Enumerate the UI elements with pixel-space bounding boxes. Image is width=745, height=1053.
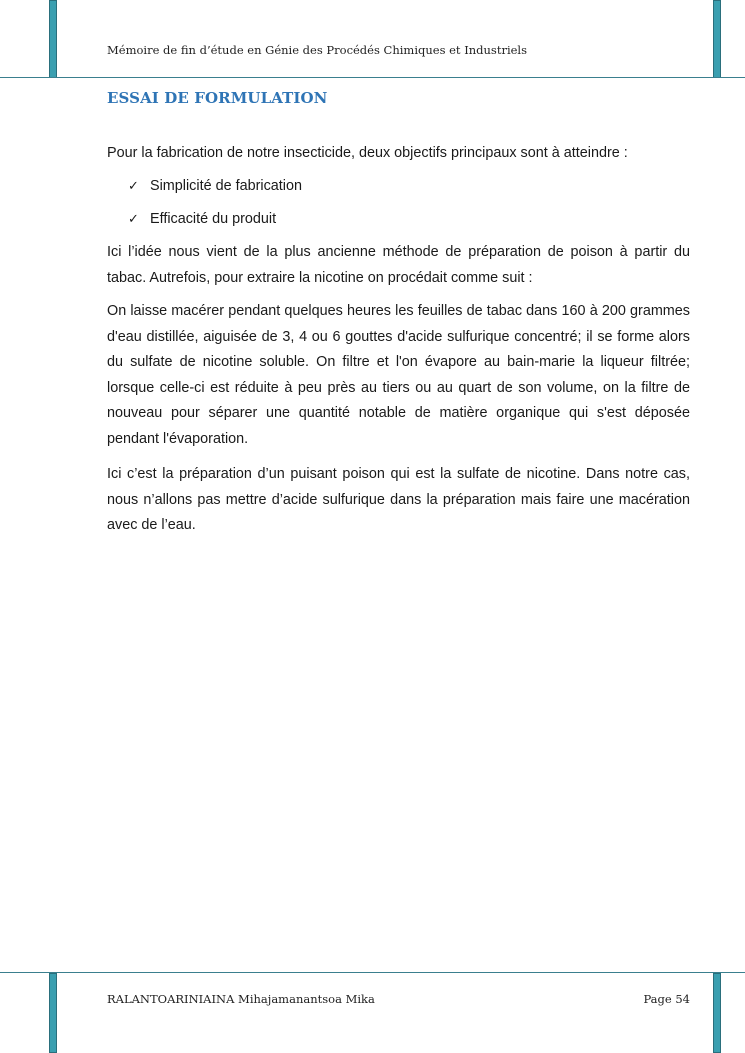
footer-right-accent-bar	[713, 973, 721, 1053]
bullet-item	[128, 207, 276, 233]
paragraph-conclusion: Ici c’est la préparation d’un puisant poison qui est la sulfate de nicotine. Dans notre cas, nous n’allons pas mettre d’acide sulfurique dans la préparation mais faire une macération avec de l’eau.	[107, 466, 690, 534]
footer-author: RALANTOARINIAINA Mihajamanantsoa Mika	[107, 992, 375, 1006]
intro-paragraph: Pour la fabrication de notre insecticide, deux objectifs principaux sont à atteindre :	[107, 145, 628, 161]
header-right-accent-bar	[713, 0, 721, 78]
header-left-accent-bar	[49, 0, 57, 78]
header-rule	[0, 77, 745, 78]
check-icon: ✓	[128, 179, 139, 194]
paragraph-history: Ici l’idée nous vient de la plus ancienne méthode de préparation de poison à partir du tabac. Autrefois, pour extraire la nicotine on procédait comme suit :	[107, 244, 690, 286]
footer-rule	[0, 972, 745, 973]
bullet-text: Efficacité du produit	[150, 211, 277, 227]
page-number: Page 54	[643, 992, 690, 1006]
check-icon: ✓	[128, 212, 139, 227]
bullet-text: Simplicité de fabrication	[150, 178, 302, 194]
bullet-item	[128, 174, 302, 200]
page-header-text: Mémoire de fin d’étude en Génie des Procédés Chimiques et Industriels	[107, 43, 528, 57]
section-title: ESSAI DE FORMULATION	[107, 89, 328, 107]
footer-left-accent-bar	[49, 973, 57, 1053]
paragraph-procedure: On laisse macérer pendant quelques heures les feuilles de tabac dans 160 à 200 grammes d'eau distillée, aiguisée de 3, 4 ou 6 gouttes d'acide sulfurique concentré; il se forme alors du sulfate de nicotine soluble. On filtre et l'on évapore au bain-marie la liqueur filtrée; lorsque celle-ci est réduite à peu près au tiers ou au quart de son volume, on la filtre de nouveau pour séparer une quantité notable de matière organique qui s'est déposée pendant l'évaporation.	[107, 303, 690, 447]
